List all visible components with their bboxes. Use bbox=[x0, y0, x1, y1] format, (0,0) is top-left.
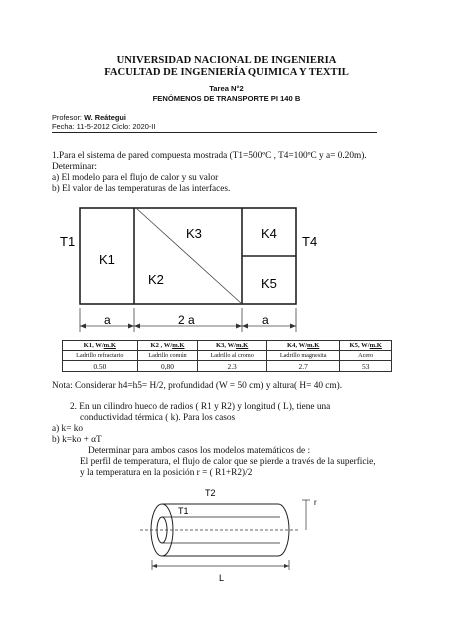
arrow-head bbox=[284, 564, 289, 568]
table-cell: Ladrillo refractario bbox=[63, 351, 138, 361]
note-text: Nota: Considerar h4=h5= H/2, profundidad (W = 50 cm) y altura( H= 40 cm). bbox=[52, 381, 343, 391]
problem2-case-b: b) k=ko + αT bbox=[52, 435, 102, 445]
label-r: r bbox=[314, 498, 317, 507]
table-cell: Ladrillo magnesita bbox=[266, 351, 340, 361]
label-t1: T1 bbox=[60, 234, 76, 249]
problem2-case-a: a) k= ko bbox=[52, 424, 84, 434]
arrow-head bbox=[152, 564, 157, 568]
dimension-2a: 2 a bbox=[178, 313, 195, 327]
problem1-part-a: a) El modelo para el flujo de calor y su valor bbox=[52, 173, 219, 183]
table-cell: 2.3 bbox=[198, 361, 267, 372]
table-cell: 0,80 bbox=[137, 361, 198, 372]
table-header-cell: K2 , W/m.K bbox=[137, 341, 198, 351]
problem2-position: y la temperatura en la posición r = ( R1+R2)/2 bbox=[80, 468, 253, 478]
label-t2: T2 bbox=[205, 488, 216, 498]
course-title: FENÓMENOS DE TRANSPORTE PI 140 B bbox=[152, 94, 301, 103]
label-k3: K3 bbox=[186, 226, 202, 241]
university-title: UNIVERSIDAD NACIONAL DE INGENIERIA bbox=[116, 55, 337, 66]
table-header-cell: K5, W/m.K bbox=[340, 341, 392, 351]
problem1-part-b: b) El valor de las temperaturas de las interfaces. bbox=[52, 184, 231, 194]
label-k4: K4 bbox=[261, 226, 277, 241]
problem2-profile: El perfil de temperatura, el flujo de calor que se pierde a través de la superficie, bbox=[80, 457, 376, 467]
task-number: Tarea N°2 bbox=[209, 84, 244, 93]
label-l: L bbox=[219, 573, 225, 583]
table-cell: 53 bbox=[340, 361, 392, 372]
date-line: Fecha: 11-5-2012 Ciclo: 2020-II bbox=[52, 122, 156, 131]
professor-name: W. Reátegui bbox=[84, 113, 126, 122]
dimension-a-left: a bbox=[104, 313, 111, 327]
problem1-determine: Determinar: bbox=[52, 162, 97, 172]
problem2-conductivity: conductividad térmica ( k). Para los casos bbox=[80, 413, 236, 423]
problem1-statement: 1.Para el sistema de pared compuesta mostrada (T1=500ºC , T4=100ºC y a= 0.20m). bbox=[52, 151, 367, 161]
problem2-determine: Determinar para ambos casos los modelos matemáticos de : bbox=[88, 446, 311, 456]
label-t4: T4 bbox=[302, 234, 318, 249]
table-header-cell: K4, W/m.K bbox=[266, 341, 340, 351]
table-cell: 2.7 bbox=[266, 361, 340, 372]
table-header-cell: K1, W/m.K bbox=[63, 341, 138, 351]
table-cell: Acero bbox=[340, 351, 392, 361]
dimension-a-right: a bbox=[262, 313, 269, 327]
label-k1: K1 bbox=[99, 252, 115, 267]
faculty-title: FACULTAD DE INGENIERÍA QUIMICA Y TEXTIL bbox=[104, 67, 349, 78]
table-header-cell: K3, W/m.K bbox=[198, 341, 267, 351]
table-cell: Ladrillo común bbox=[137, 351, 198, 361]
label-t1-cylinder: T1 bbox=[178, 506, 189, 516]
table-cell: Ladrillo al cromo bbox=[198, 351, 267, 361]
table-cell: 0.50 bbox=[63, 361, 138, 372]
label-k2: K2 bbox=[148, 272, 164, 287]
label-k5: K5 bbox=[261, 276, 277, 291]
professor-label: Profesor: bbox=[52, 113, 82, 122]
problem2-statement: 2. En un cilindro hueco de radios ( R1 y R2) y longitud ( L), tiene una bbox=[70, 402, 331, 412]
